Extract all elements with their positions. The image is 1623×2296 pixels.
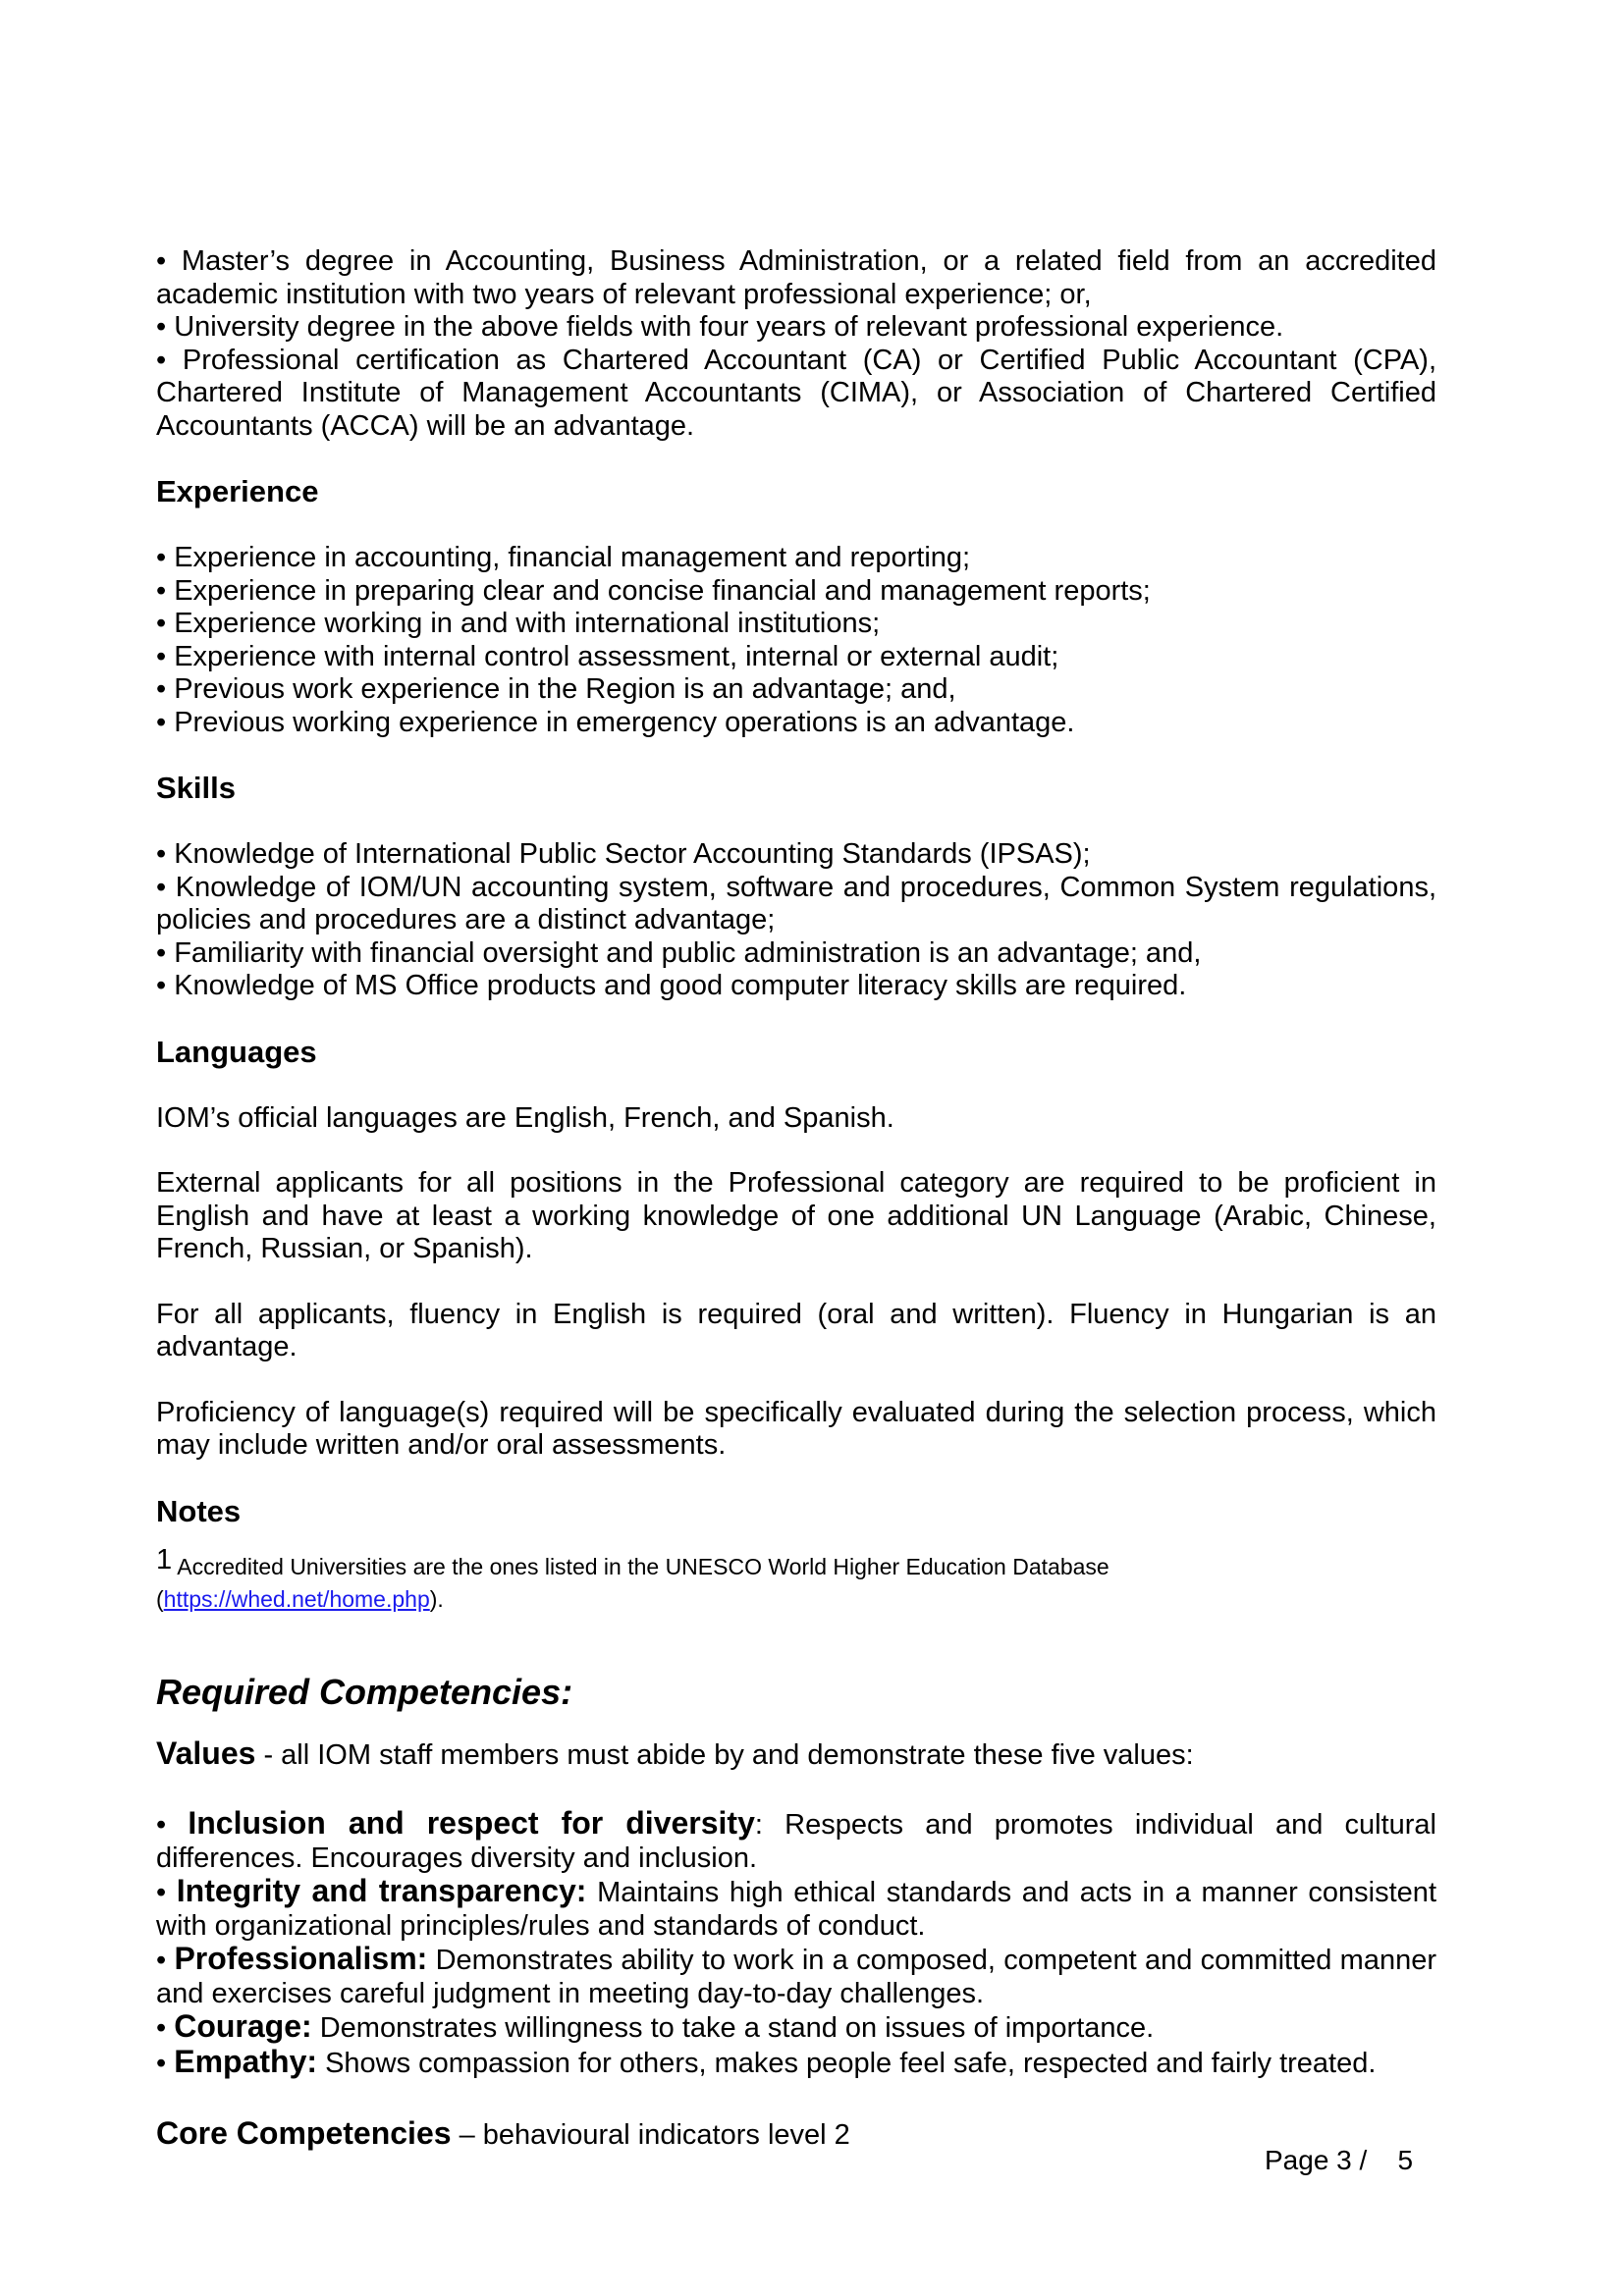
skills-heading: Skills [156, 771, 236, 805]
languages-paragraph: Proficiency of language(s) required will be specifically evaluated during the selection process, which may include written and/or oral assessments. [156, 1396, 1436, 1461]
core-competencies-suffix: – behavioural indicators level 2 [451, 2119, 850, 2151]
required-competencies-title: Required Competencies: [156, 1671, 573, 1712]
value-description: Demonstrates ability to work in a composed, competent and committed manner and exercises careful judgment in meeting day-to-day challenges. [156, 1945, 1437, 2009]
values-intro-text: - all IOM staff members must abide by and demonstrate these five values: [255, 1738, 1194, 1771]
value-item [156, 1943, 1436, 2010]
footnote-text: Accredited Universities are the ones listed in the UNESCO World Higher Education Database [177, 1553, 1109, 1579]
value-item [156, 2043, 1436, 2081]
bullet: • [156, 1809, 189, 1841]
education-item: • Master’s degree in Accounting, Business Administration, or a related field from an accredited academic institution with two years of relevant professional experience; or, [156, 245, 1436, 310]
page-label: Page 3 / [1265, 2145, 1368, 2175]
experience-heading: Experience [156, 474, 319, 508]
experience-item: • Experience in preparing clear and concise financial and management reports; [156, 574, 1151, 607]
bullet: • [156, 1945, 175, 1976]
skills-item: • Knowledge of International Public Sector Accounting Standards (IPSAS); [156, 838, 1091, 870]
experience-item: • Previous work experience in the Region is an advantage; and, [156, 673, 956, 705]
values-label: Values [156, 1735, 256, 1771]
skills-list [156, 838, 1436, 1003]
bullet: • [156, 1877, 177, 1908]
experience-item: • Experience in accounting, financial management and reporting; [156, 542, 971, 573]
value-description: Maintains high ethical standards and acts in a manner consistent with organizational principles/rules and standards of conduct. [156, 1877, 1436, 1942]
values-list [156, 1807, 1436, 2080]
experience-item: • Previous working experience in emergency operations is an advantage. [156, 706, 1075, 738]
footnote [156, 1543, 1436, 1616]
languages-paragraph: IOM’s official languages are English, French, and Spanish. [156, 1101, 894, 1134]
bullet: • [156, 2012, 175, 2044]
experience-list [156, 542, 1436, 739]
experience-item: • Experience working in and with international institutions; [156, 608, 881, 639]
education-item: • Professional certification as Chartered Accountant (CA) or Certified Public Accountant (CPA), Chartered Institute of Management Accountants (CIMA), or Association of Chartered Certified Accountants (ACCA) will be an advantage. [156, 344, 1436, 442]
core-competencies-label: Core Competencies [156, 2115, 452, 2151]
skills-item: • Knowledge of MS Office products and good computer literacy skills are required. [156, 970, 1187, 1001]
bullet: • [156, 2047, 175, 2079]
languages-paragraph: External applicants for all positions in the Professional category are required to be proficient in English and have at least a working knowledge of one additional UN Language (Arabic, Chinese, French, Russian, or Spanish). [156, 1167, 1436, 1264]
value-name: Empathy: [174, 2043, 318, 2079]
footnote-number: 1 [156, 1543, 173, 1575]
languages-heading: Languages [156, 1034, 317, 1069]
value-name: Inclusion and respect for diversity [188, 1805, 755, 1841]
education-item: • University degree in the above fields with four years of relevant professional experience. [156, 311, 1284, 343]
education-list [156, 245, 1436, 443]
notes-heading: Notes [156, 1493, 242, 1528]
footnote-open-paren: ( [156, 1585, 164, 1612]
value-name: Integrity and transparency: [176, 1873, 587, 1908]
skills-item: • Familiarity with financial oversight and public administration is an advantage; and, [156, 936, 1202, 969]
value-description: Respects and promotes individual and cultural differences. Encourages diversity and inclusion. [156, 1809, 1436, 1874]
value-item [156, 2010, 1436, 2046]
total-pages: 5 [1397, 2145, 1414, 2175]
whed-link[interactable]: https://whed.net/home.php [163, 1585, 430, 1612]
document-body [156, 245, 1436, 2153]
value-name: Professionalism: [174, 1941, 428, 1976]
skills-item: • Knowledge of IOM/UN accounting system, software and procedures, Common System regulations, policies and procedures are a distinct advantage; [156, 871, 1436, 935]
page-number [1265, 2145, 1413, 2176]
values-intro [156, 1737, 1436, 1773]
value-item [156, 1875, 1436, 1943]
footnote-close: ). [429, 1585, 444, 1612]
languages-paragraph: For all applicants, fluency in English is required (oral and written). Fluency in Hungarian is an advantage. [156, 1298, 1436, 1362]
value-description: Shows compassion for others, makes people feel safe, respected and fairly treated. [317, 2047, 1377, 2079]
experience-item: • Experience with internal control assessment, internal or external audit; [156, 640, 1059, 672]
value-name: Courage: [174, 2008, 312, 2044]
value-item [156, 1807, 1436, 1875]
value-separator: : [754, 1809, 763, 1841]
value-description: Demonstrates willingness to take a stand on issues of importance. [311, 2012, 1155, 2044]
core-competencies-heading [156, 2117, 1436, 2153]
